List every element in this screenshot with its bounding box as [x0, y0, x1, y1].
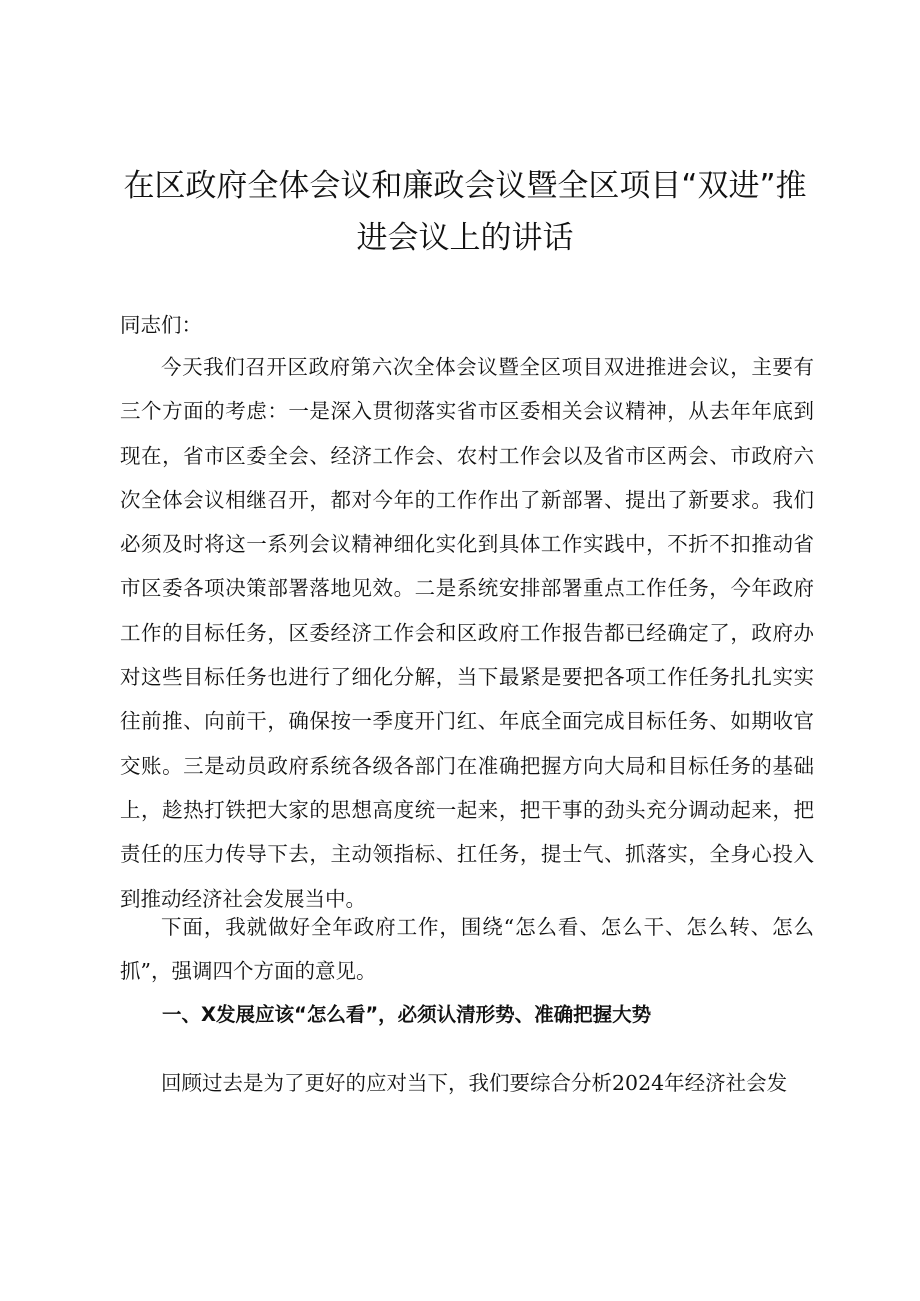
document-title: 在区政府全体会议和廉政会议暨全区项目“双进”推进会议上的讲话	[123, 168, 807, 256]
paragraph-intro: 今天我们召开区政府第六次全体会议暨全区项目双进推进会议，主要有三个方面的考虑：一是深入贯彻落实省市区委相关会议精神，从去年年底到现在，省市区委全会、经济工作会、农村工作会以及省市区两会、市政府六次全体会议相继召开，都对今年的工作作出了新部署、提出了新要求。我们必须及时将这一系列会议精神细化实化到具体工作实践中，不折不扣推动省市区委各项决策部署落地见效。二是系统安排部署重点工作任务，今年政府工作的目标任务，区委经济工作会和区政府工作报告都已经确定了，政府办对这些目标任务也进行了细化分解，当下最紧是要把各项工作任务扎扎实实往前推、向前干，确保按一季度开门红、年底全面完成目标任务、如期收官交账。三是动员政府系统各级各部门在准确把握方向大局和目标任务的基础上，趁热打铁把大家的思想高度统一起来，把干事的劲头充分调动起来，把责任的压力传导下去，主动领指标、扛任务，提士气、抓落实，全身心投入到推动经济社会发展当中。	[120, 355, 814, 911]
paragraph-section-1: 回顾过去是为了更好的应对当下，我们要综合分析2024年经济社会发	[161, 1071, 788, 1095]
section-heading-1: 一、X发展应该“怎么看”，必须认清形势、准确把握大势	[162, 1003, 652, 1026]
salutation: 同志们：	[120, 313, 202, 337]
paragraph-outline: 下面，我就做好全年政府工作，围绕“怎么看、怎么干、怎么转、怎么抓”，强调四个方面的意见。	[120, 915, 814, 984]
